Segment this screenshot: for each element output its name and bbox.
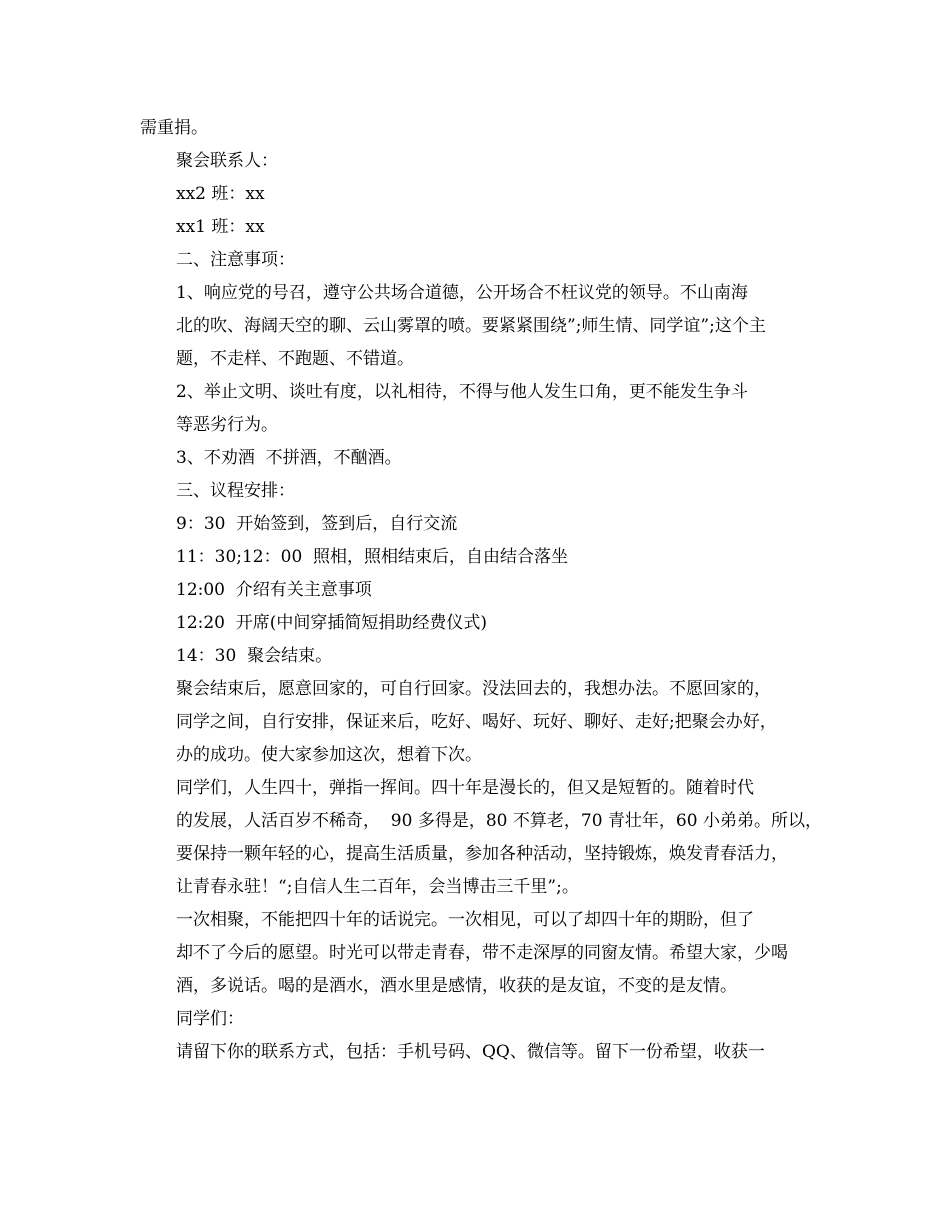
text-line: 3、不劝酒 不拼酒，不酗酒。 [176, 448, 402, 468]
paragraph [140, 1036, 830, 1069]
text-line: 11：30;12：00 照相，照相结束后，自由结合落坐 [176, 547, 569, 567]
paragraph [140, 178, 830, 211]
text-line: 北的吹、海阔天空的聊、云山雾罩的喷。要紧紧围绕”;师生情、同学谊”;这个主 [176, 316, 766, 336]
paragraph [140, 574, 830, 607]
paragraph [140, 277, 830, 376]
paragraph [140, 1003, 830, 1036]
text-line: 等恶劣行为。 [176, 415, 278, 435]
text-line: 题，不走样、不跑题、不错道。 [176, 349, 414, 369]
paragraph [140, 508, 830, 541]
paragraph [140, 112, 830, 145]
paragraph [140, 211, 830, 244]
text-line: 二、注意事项： [176, 250, 295, 270]
text-line: 1、响应党的号召，遵守公共场合道德，公开场合不枉议党的领导。不山南海 [176, 283, 748, 303]
text-line: 办的成功。使大家参加这次，想着下次。 [176, 745, 482, 765]
text-line: 12:20 开席(中间穿插简短捐助经费仪式) [176, 613, 488, 633]
paragraph [140, 904, 830, 1003]
text-line: 12:00 介绍有关主意事项 [176, 580, 372, 600]
text-line: 要保持一颗年轻的心，提高生活质量，参加各种活动，坚持锻炼，焕发青春活力， [176, 844, 788, 864]
text-line: 同学们，人生四十，弹指一挥间。四十年是漫长的，但又是短暂的。随着时代 [176, 778, 754, 798]
paragraph [140, 145, 830, 178]
paragraph [140, 442, 830, 475]
paragraph [140, 475, 830, 508]
text-line: 一次相聚，不能把四十年的话说完。一次相见，可以了却四十年的期盼，但了 [176, 910, 754, 930]
text-line: 三、议程安排： [176, 481, 295, 501]
paragraph [140, 607, 830, 640]
paragraph [140, 376, 830, 442]
text-line: 2、举止文明、谈吐有度，以礼相待，不得与他人发生口角，更不能发生争斗 [176, 382, 748, 402]
paragraph [140, 244, 830, 277]
text-line: 聚会联系人： [176, 151, 278, 171]
text-line: 同学之间，自行安排，保证来后，吃好、喝好、玩好、聊好、走好;把聚会办好， [176, 712, 777, 732]
text-line: 却不了今后的愿望。时光可以带走青春，带不走深厚的同窗友情。希望大家，少喝 [176, 943, 788, 963]
text-line: 同学们： [176, 1009, 244, 1029]
paragraph [140, 673, 830, 772]
text-line: 9：30 开始签到，签到后，自行交流 [176, 514, 458, 534]
text-line: 的发展，人活百岁不稀奇， 90 多得是，80 不算老，70 青壮年，60 小弟弟。所以， [176, 811, 822, 831]
text-line: xx2 班：xx [176, 184, 265, 204]
paragraph [140, 541, 830, 574]
text-line: xx1 班：xx [176, 217, 265, 237]
paragraph [140, 640, 830, 673]
text-line: 让青春永驻！“;自信人生二百年，会当博击三千里”;。 [176, 877, 579, 897]
text-line: 聚会结束后，愿意回家的，可自行回家。没法回去的，我想办法。不愿回家的， [176, 679, 771, 699]
text-line: 需重捐。 [140, 118, 208, 138]
text-line: 请留下你的联系方式，包括：手机号码、QQ、微信等。留下一份希望，收获一 [176, 1042, 765, 1062]
document-body [140, 112, 830, 1069]
paragraph [140, 772, 830, 904]
text-line: 14：30 聚会结束。 [176, 646, 333, 666]
text-line: 酒，多说话。喝的是酒水，酒水里是感情，收获的是友谊，不变的是友情。 [176, 976, 737, 996]
